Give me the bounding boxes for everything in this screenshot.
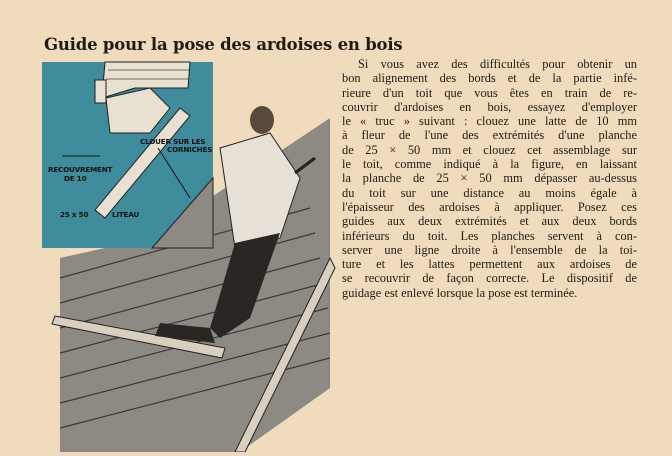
body-line: server une ligne droite à l'ensemble de la toi- <box>342 242 637 257</box>
body-line: l'épaisseur des ardoises à appliquer. Posez ces <box>342 199 637 214</box>
label-corniches: CORNICHES <box>167 145 213 154</box>
body-line: se recouvrir de façon correcte. Le dispositif de <box>342 271 637 286</box>
label-size: 25 x 50 <box>60 210 89 219</box>
label-liteau: LITEAU <box>112 210 140 219</box>
body-line: bon alignement des bords et de la partie infé- <box>342 71 637 86</box>
roof-illustration <box>40 58 340 452</box>
label-de-10: DE 10 <box>64 174 87 183</box>
body-line: le « truc » suivant : clouez une latte de 10 mm <box>342 114 637 129</box>
label-clouer: CLOUER SUR LES <box>140 137 206 146</box>
body-line: la planche de 25 × 50 mm dépasser au-dessus <box>342 171 637 186</box>
body-line: à fleur de l'une des extrémités d'une planche <box>342 128 637 143</box>
body-line: inférieurs du toit. Les planches servent à con- <box>342 228 637 243</box>
body-line: Si vous avez des difficultés pour obtenir un <box>358 57 637 71</box>
label-recouvrement: RECOUVREMENT <box>48 165 113 174</box>
body-line: ture et les lattes permettent aux ardoises de <box>342 257 637 272</box>
body-line: rieure d'un toit que vous êtes en train de re- <box>342 85 637 100</box>
body-line: guidage est enlevé lorsque la pose est terminée. <box>342 285 578 300</box>
body-line: du toit sur une distance au moins égale à <box>342 185 637 200</box>
article-body <box>342 57 637 300</box>
body-line: couvrir d'ardoises en bois, essayez d'employer <box>342 99 637 114</box>
body-line: de 25 × 50 mm et clouez cet assemblage sur <box>342 142 637 157</box>
body-line: le toit, comme indiqué à la figure, en laissant <box>342 157 637 172</box>
article-title: Guide pour la pose des ardoises en bois <box>44 35 403 54</box>
body-line: guides aux deux extrémités et aux deux bords <box>342 214 637 229</box>
roof-drawing <box>40 58 340 452</box>
